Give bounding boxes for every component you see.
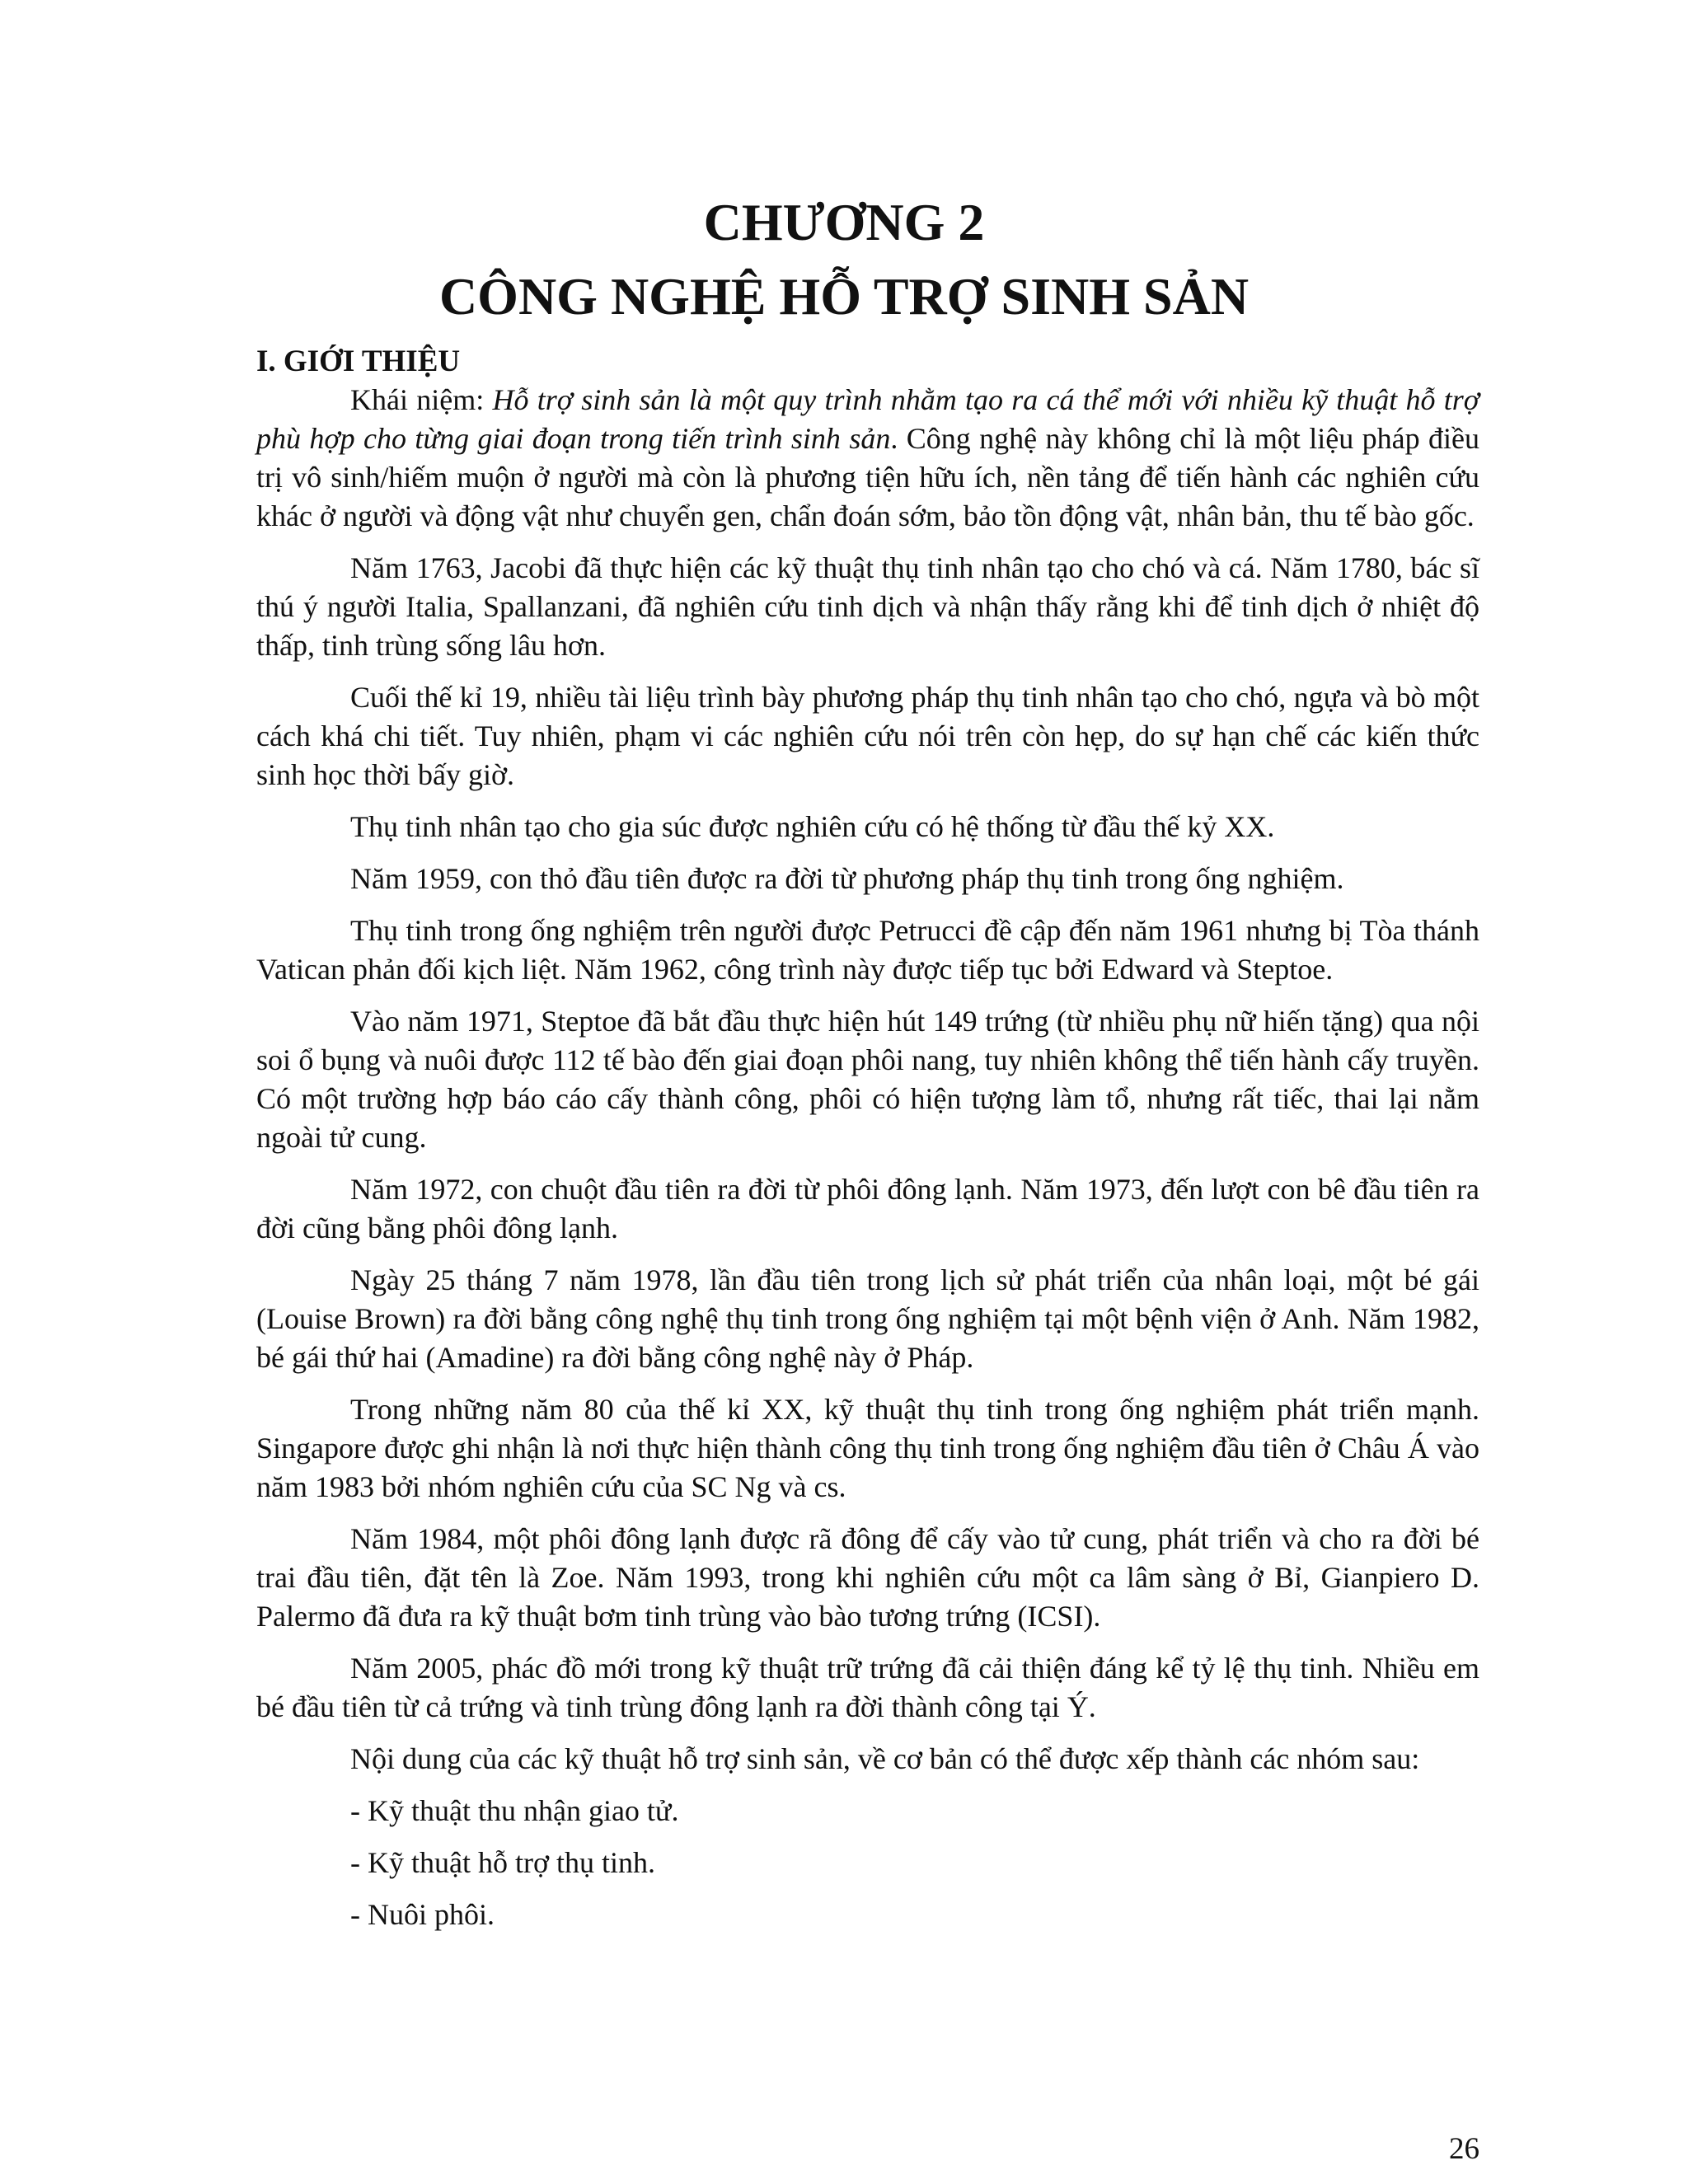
paragraph-groups-intro: Nội dung của các kỹ thuật hỗ trợ sinh sản, về cơ bản có thể được xếp thành các nhóm sau: — [350, 1742, 1420, 1775]
section-heading: I. GIỚI THIỆU — [256, 344, 461, 378]
list-item: - Nuôi phôi. — [350, 1898, 495, 1931]
paragraph-livestock: Thụ tinh nhân tạo cho gia súc được nghiên cứu có hệ thống từ đầu thế kỷ XX. — [350, 810, 1275, 843]
list-item: - Kỹ thuật thu nhận giao tử. — [350, 1794, 679, 1827]
chapter-number: CHƯƠNG 2 — [703, 193, 985, 251]
paragraph-1961: Thụ tinh trong ống nghiệm trên người được Petrucci đề cập đến năm 1961 nhưng bị Tòa thánh Vatican phản đối kịch liệt. Năm 1962, công trình này được tiếp tục bởi Edward và Steptoe. — [256, 914, 1479, 986]
paragraph-1980s: Trong những năm 80 của thế kỉ XX, kỹ thuật thụ tinh trong ống nghiệm phát triển mạnh. Singapore được ghi nhận là nơi thực hiện thành công thụ tinh trong ống nghiệm đầu tiên ở Châu Á vào năm 1983 bởi nhóm nghiên cứu của SC Ng và cs. — [256, 1393, 1479, 1503]
page-body — [256, 342, 1479, 1934]
definition-rest: . Công nghệ này không chỉ là một liệu pháp điều trị vô sinh/hiếm muộn ở người mà còn là phương tiện hữu ích, nền tảng để tiến hành các nghiên cứu khác ở người và động vật như chuyển gen, chẩn đoán sớm, bảo tồn động vật, nhân bản, thu tế bào gốc. — [256, 422, 1479, 532]
paragraph-2005: Năm 2005, phác đồ mới trong kỹ thuật trữ trứng đã cải thiện đáng kể tỷ lệ thụ tinh. Nhiều em bé đầu tiên từ cả trứng và tinh trùng đông lạnh ra đời thành công tại Ý. — [256, 1652, 1479, 1723]
page-number: 26 — [1449, 2132, 1479, 2166]
paragraph-1984: Năm 1984, một phôi đông lạnh được rã đông để cấy vào tử cung, phát triển và cho ra đời bé trai đầu tiên, đặt tên là Zoe. Năm 1993, trong khi nghiên cứu một ca lâm sàng ở Bỉ, Gianpiero D. Palermo đã đưa ra kỹ thuật bơm tinh trùng vào bào tương trứng (ICSI). — [256, 1522, 1479, 1633]
definition-paragraph — [256, 381, 1479, 536]
paragraph-19th-century: Cuối thế kỉ 19, nhiều tài liệu trình bày phương pháp thụ tinh nhân tạo cho chó, ngựa và bò một cách khá chi tiết. Tuy nhiên, phạm vi các nghiên cứu nói trên còn hẹp, do sự hạn chế các kiến thức sinh học thời bấy giờ. — [256, 681, 1479, 791]
definition-italic-text: Hỗ trợ sinh sản là một quy trình nhằm tạo ra cá thể mới với nhiều kỹ thuật hỗ trợ phù hợp cho từng giai đoạn trong tiến trình sinh sản — [256, 383, 1479, 455]
paragraph-1971: Vào năm 1971, Steptoe đã bắt đầu thực hiện hút 149 trứng (từ nhiều phụ nữ hiến tặng) qua nội soi ổ bụng và nuôi được 112 tế bào đến giai đoạn phôi nang, tuy nhiên không thể tiến hành cấy truyền. Có một trường hợp báo cáo cấy thành công, phôi có hiện tượng làm tổ, nhưng rất tiếc, thai lại nằm ngoài tử cung. — [256, 1005, 1479, 1154]
definition-label: Khái niệm: — [350, 383, 493, 416]
chapter-title: CÔNG NGHỆ HỖ TRỢ SINH SẢN — [438, 267, 1250, 326]
paragraph-1959: Năm 1959, con thỏ đầu tiên được ra đời từ phương pháp thụ tinh trong ống nghiệm. — [350, 862, 1344, 895]
paragraph-1972: Năm 1972, con chuột đầu tiên ra đời từ phôi đông lạnh. Năm 1973, đến lượt con bê đầu tiên ra đời cũng bằng phôi đông lạnh. — [256, 1173, 1479, 1244]
list-item: - Kỹ thuật hỗ trợ thụ tinh. — [350, 1846, 656, 1879]
paragraph-1978: Ngày 25 tháng 7 năm 1978, lần đầu tiên trong lịch sử phát triển của nhân loại, một bé gái (Louise Brown) ra đời bằng công nghệ thụ tinh trong ống nghiệm tại một bệnh viện ở Anh. Năm 1982, bé gái thứ hai (Amadine) ra đời bằng công nghệ này ở Pháp. — [256, 1263, 1479, 1374]
paragraph-1763: Năm 1763, Jacobi đã thực hiện các kỹ thuật thụ tinh nhân tạo cho chó và cá. Năm 1780, bác sĩ thú ý người Italia, Spallanzani, đã nghiên cứu tinh dịch và nhận thấy rằng khi để tinh dịch ở nhiệt độ thấp, tinh trùng sống lâu hơn. — [256, 551, 1479, 662]
